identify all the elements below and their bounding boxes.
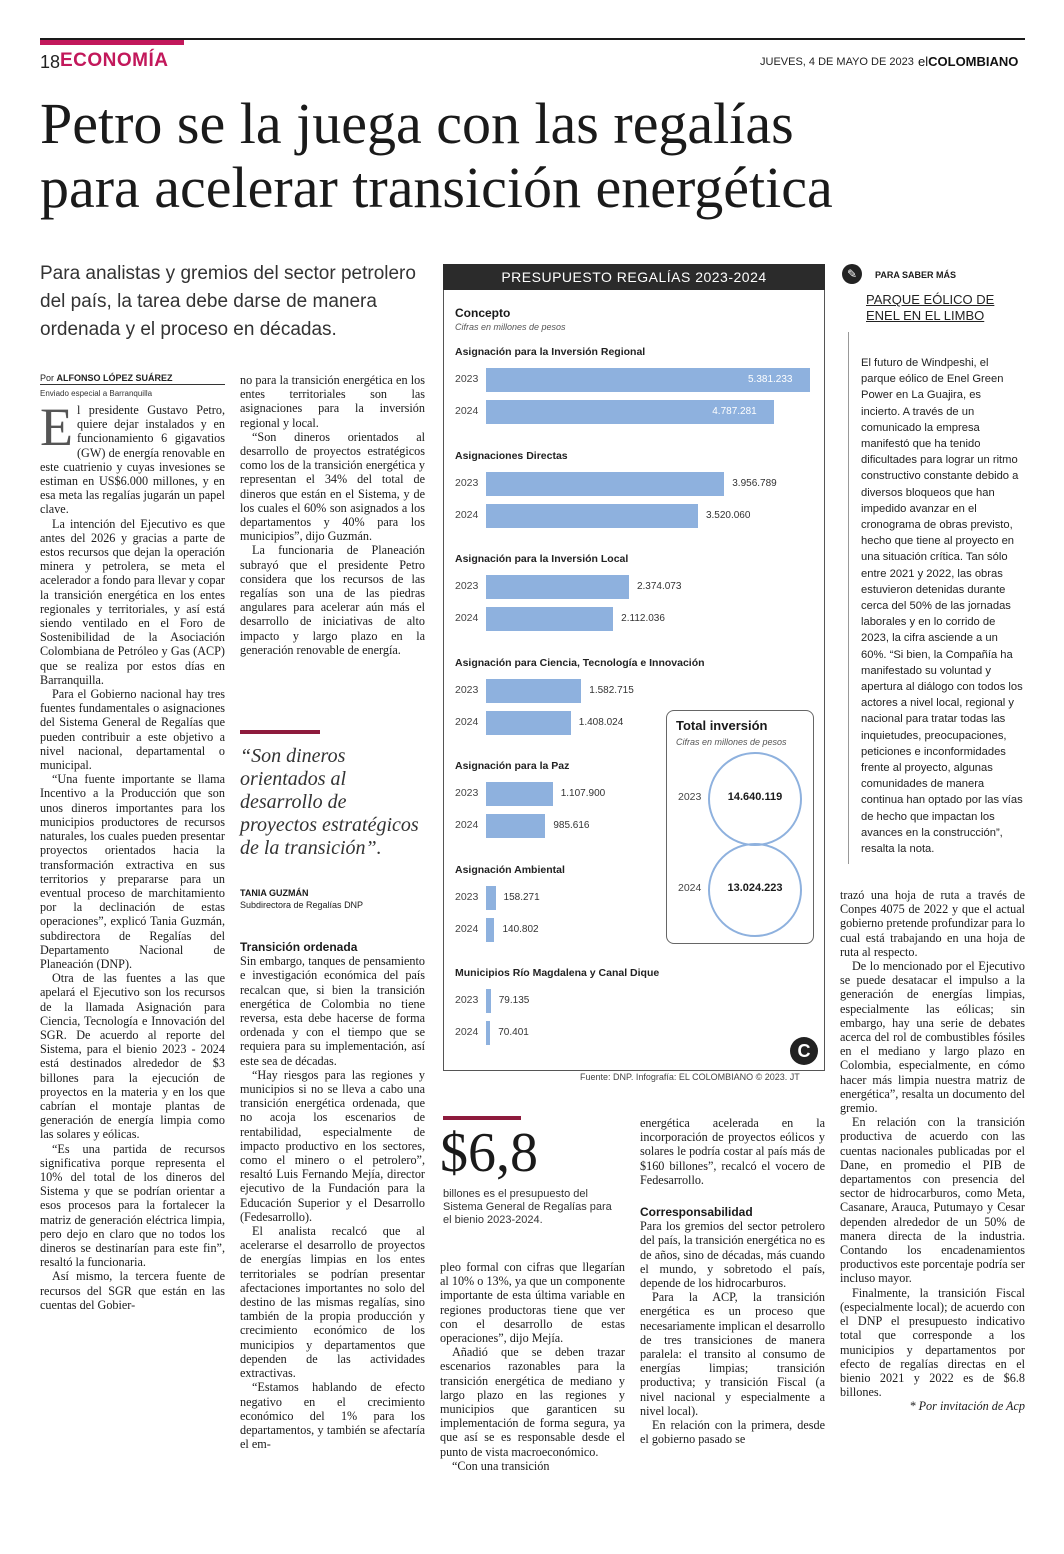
paragraph: La intención del Ejecutivo es que antes del 2026 y gracias a parte de estos recursos que dejan la operación minera y petrolera, se meta el acelerador a fondo para llevar y copar la transición energética en los entes regionales y territoriales, y así está siendo ventilado en el Foro de Sostenibilidad de la Asociación Colombiana de Petróleo y Gas (ACP) que se realiza por estos días en Barranquilla. xyxy=(40,516,225,687)
colombiano-logo-icon: C xyxy=(790,1037,818,1065)
paragraph: “Con una transición xyxy=(452,1458,550,1473)
byline-author: ALFONSO LÓPEZ SUÁREZ xyxy=(56,373,173,383)
bar-year-label: 2023 xyxy=(455,683,479,696)
paragraph: Añadió que se deben trazar escenarios razonables para la transición energética de mediano y largo plazo en las regiones y municipios que garanticen su implementación de forma segura, ya que así se es responsable desde el punto de vista macroeconómico. xyxy=(440,1345,625,1459)
sidebar-title: PARQUE EÓLICO DE ENEL EN EL LIMBO xyxy=(866,292,995,323)
deck: Para analistas y gremios del sector petrolero del país, la tarea debe darse de manera ordenada y el proceso en décadas. xyxy=(40,263,416,340)
pull-quote-name: TANIA GUZMÁN xyxy=(240,888,309,898)
pull-quote-bar xyxy=(240,730,320,734)
category-label: Asignación para la Paz xyxy=(455,760,570,772)
bar-value-label: 3.956.789 xyxy=(732,477,777,489)
bar-year-label: 2024 xyxy=(455,612,479,624)
bar-year-label: 2024 xyxy=(455,1026,479,1038)
bar xyxy=(486,886,496,910)
dateline: JUEVES, 4 DE MAYO DE 2023 xyxy=(760,56,914,68)
column-5 xyxy=(840,888,1025,1414)
total-value-2023: 14.640.119 xyxy=(727,791,783,803)
bar-year-label: 2024 xyxy=(455,922,479,935)
sidebar-rule xyxy=(848,332,849,864)
byline: Por ALFONSO LÓPEZ SUÁREZ xyxy=(40,373,173,383)
bar-value-label: 2.112.036 xyxy=(621,613,665,624)
paragraph: “Son dineros orientados al desarrollo de proyectos estratégicos como los de la transición energética y representan el 34% del total de dineros que están en el Sistema, y de los cuales el 60% son asignados a los departamentos y 40% para los municipios”, dijo Guzmán. xyxy=(240,429,425,544)
signature: * Por invitación de Acp xyxy=(909,1399,1025,1414)
bar-value-label: 158.271 xyxy=(503,891,540,903)
total-year-2024: 2024 xyxy=(678,882,702,894)
category-label: Asignación para la Inversión Local xyxy=(455,553,629,565)
category-label: Asignaciones Directas xyxy=(455,449,568,462)
sidebar-body: El futuro de Windpeshi, el parque eólico de Enel Green Power en La Guajira, es incierto. A través de un comunicado la empresa manifestó que ha tenido dificultades para lograr un ritmo constructivo constante debido a diversos bloqueos que han impedido avanzar en el cronograma de obras previsto, hecho que tiene al proyecto en una situación crítica. Tan sólo entre 2021 y 2022, las obras estuvieron detenidas durante cerca del 50% de las jornadas laborales y en lo corrido de 2023, la cifra asciende a un 60%. “Si bien, la Compañía ha manifestado su voluntad y apertura al diálogo con todos los actores a nivel local, regional y nacional para tratar todas las inquietudes, preocupaciones, peticiones e inconformidades frente al proyecto, algunas comunidades de manera continua han optado por las vías de hecho que impactan los avances en la construcción”, resalta la nota. xyxy=(861,357,1023,856)
paragraph: pleo formal con cifras que llegarían al 10% o 13%, ya que un componente importante de esta última variable en regiones productoras tiene que ver con el desarrollo de estas operaciones”, dijo Mejía. xyxy=(440,1260,625,1346)
dropcap: E xyxy=(40,397,73,457)
total-title: Total inversión xyxy=(676,718,768,733)
bar-value-label: 140.802 xyxy=(502,923,539,935)
column-4 xyxy=(640,1116,825,1446)
bar-year-label: 2024 xyxy=(455,508,479,521)
byline-rule xyxy=(40,384,225,385)
paragraph: Finalmente, la transición Fiscal (especialmente local); de acuerdo con el DNP el presupuesto indicativo total que corresponde a los municipios y departamentos por efecto de regalías directas en el bienio 2021 y 2022 es de $6.8 billones. xyxy=(840,1285,1025,1400)
sidebar-label: PARA SABER MÁS xyxy=(875,270,957,280)
brand-logo: elCOLOMBIANO xyxy=(918,54,1019,69)
bar-value-label: 4.787.281 xyxy=(712,406,757,417)
pull-quote-role: Subdirectora de Regalías DNP xyxy=(240,900,364,910)
bar xyxy=(486,575,629,599)
column-3 xyxy=(440,1260,625,1473)
bar xyxy=(486,918,494,942)
concept-label: Concepto xyxy=(455,306,511,320)
paragraph: Para los gremios del sector petrolero del país, la transición energética no es de años, sino de décadas, más cuando el mundo, y sobretodo el país, depende de los hidrocarburos. xyxy=(640,1219,825,1291)
paragraph: no para la transición energética en los entes territoriales son las asignaciones para la inversión regional y local. xyxy=(240,373,425,430)
page-number: 18 xyxy=(40,52,61,72)
top-rule xyxy=(40,38,1025,40)
section-accent-bar xyxy=(40,40,184,45)
bar-value-label: 79.135 xyxy=(498,995,530,1006)
bar-year-label: 2023 xyxy=(455,787,479,799)
paragraph: energética acelerada en la incorporación de proyectos eólicos y solares le podría costar al país más de $160 billones”, recalcó el vocero de Fedesarrollo. xyxy=(640,1116,825,1187)
paragraph: “Una fuente importante se llama Incentivo a la Producción que son unos dineros importantes para los municipios productores de recursos naturales, los cuales pueden presentar proyectos orientados hacia la transformación extractiva en sus territorios y prepararse para un eventual proceso de marchitamiento por la declinación de estas operaciones”, explicó Tania Guzmán, subdirectora de Regalías del Departamento Nacional de Planeación (DNP). xyxy=(40,772,225,971)
total-units: Cifras en millones de pesos xyxy=(676,737,787,747)
bar-year-label: 2023 xyxy=(455,476,479,489)
infographic-title: PRESUPUESTO REGALÍAS 2023-2024 xyxy=(443,264,825,290)
paragraph: El presidente Gustavo Petro, quiere dejar instalados y en funcionamiento 6 gigavatios (GW) de energía renovable en este cuatrienio y cuyas invesiones se estiman en US$6.000 millones, y en esa meta las regalías jugarán un papel clave. xyxy=(40,397,225,517)
byline-role: Enviado especial a Barranquilla xyxy=(40,389,153,398)
column-2-bottom xyxy=(240,936,425,1451)
paragraph: “Es una partida de recursos significativa porque representa el 10% del total de los dineros del Sistema y que se podrían orientar a esos procesos para la fortalecer la matriz de generación eléctrica limpia, pero dejo en claro que no todos los dineros se destinarían para este fin”, resaltó la funcionaria. xyxy=(40,1141,225,1270)
bar xyxy=(486,679,581,703)
section-name: ECONOMÍA xyxy=(60,50,169,71)
subhead-corresponsabilidad: Corresponsabilidad xyxy=(640,1205,753,1220)
bar-value-label: 2.374.073 xyxy=(636,581,682,592)
bar xyxy=(486,711,571,735)
headline-line-2: para acelerar transición energética xyxy=(40,155,833,220)
subhead-transicion-ordenada: Transición ordenada xyxy=(240,940,358,954)
bar-value-label: 3.520.060 xyxy=(705,509,751,521)
bar-value-label: 1.408.024 xyxy=(578,716,624,728)
headline xyxy=(40,92,1040,220)
bar-year-label: 2023 xyxy=(455,373,479,385)
bar-value-label: 1.582.715 xyxy=(589,684,634,696)
paragraph: trazó una hoja de ruta a través de Conpes 4075 de 2022 y que el actual gobierno pretende profundizar para lo cual está trabajando en una hoja de ruta al respecto. xyxy=(840,888,1025,959)
infographic-source: Fuente: DNP. Infografía: EL COLOMBIANO © 2023. JT xyxy=(580,1072,800,1082)
bar-year-label: 2024 xyxy=(455,819,479,831)
bar xyxy=(486,782,553,806)
bar-value-label: 985.616 xyxy=(553,820,590,831)
bar-year-label: 2023 xyxy=(455,890,479,903)
bar-year-label: 2023 xyxy=(455,994,479,1006)
bar xyxy=(486,989,491,1013)
paragraph: Para la ACP, la transición energética es un proceso que necesariamente implican el desarrollo de tres transiciones de manera paralela: el transito al consumo de energías limpias; transición productiva; y transición Fiscal (a nivel nacional y especialmente a nivel local). xyxy=(640,1290,825,1418)
pull-quote: “Son dineros orientados al desarrollo de proyectos estratégicos de la transición”. xyxy=(240,745,419,859)
paragraph: “Estamos hablando de efecto negativo en el crecimiento económico del 1% para los departamentos, y también se afectaría el em- xyxy=(240,1380,425,1452)
category-label: Asignación Ambiental xyxy=(455,863,565,876)
paragraph: En relación con la transición productiva de acuerdo con las cuentas nacionales publicadas por el Dane, en promedio el PIB de departamentos con presencia del sector de hidrocarburos, como Meta, Casanare, Arauca, Putumayo y Cesar dependen alrededor de un 50% de manera directa de la industria. Contando los encadenamientos productivos este porcentaje podría ser incluso mayor. xyxy=(840,1115,1025,1286)
category-label: Asignación para la Inversión Regional xyxy=(455,346,646,358)
paragraph: La funcionaria de Planeación subrayó que el presidente Petro considera que los recursos de las regalías son una de las piedras angulares para acelerar aún más el desarrollo de iniciativas de alto impacto y largo plazo en la generación renovable de energía. xyxy=(240,543,425,657)
paragraph: El analista recalcó que al acelerarse el desarrollo de proyectos de energías limpias en los entes territoriales se podrían presentar afectaciones importantes no solo del destino de las mismas regalías, sino también de la propia producción y crecimiento económico de los municipios y departamentos que dependen de las actividades extractivas. xyxy=(240,1224,425,1381)
paragraph: Así mismo, la tercera fuente de recursos del SGR que están en las cuentas del Gobier- xyxy=(40,1269,225,1312)
bar-year-label: 2023 xyxy=(455,580,479,592)
total-year-2023: 2023 xyxy=(678,791,702,803)
paragraph: De lo mencionado por el Ejecutivo se puede desatacar el impulso a la generación de energías limpias, especialmente las eólicas; sin embargo, hay una serie de debates acerca del rol de combustibles fósiles en el mediano y largo plazo en Colombia, especialmente, en cómo hacer más limpia nuestra matriz de energética”, resalta un documento del gremio. xyxy=(840,959,1025,1116)
bar-year-label: 2024 xyxy=(455,715,479,728)
paragraph: Sin embargo, tanques de pensamiento e investigación económica del país recalcan que, si bien la transición energética de Colombia no tiene reversa, esta debe hacerse de forma ordenada y con el tiempo que se requiera para su implementación, así este sea de décadas. xyxy=(240,954,425,1068)
concept-units: Cifras en millones de pesos xyxy=(455,322,566,332)
bar xyxy=(486,472,724,496)
headline-line-1: Petro se la juega con las regalías xyxy=(40,91,794,156)
bar xyxy=(486,607,613,631)
bar xyxy=(486,1021,490,1045)
bar-value-label: 1.107.900 xyxy=(560,788,606,799)
big-number-caption: billones es el presupuesto del Sistema General de Regalías para el bienio 2023-2024. xyxy=(443,1188,612,1226)
big-number: $6,8 xyxy=(440,1122,538,1184)
bar xyxy=(486,814,545,838)
pin-icon: ✎ xyxy=(842,264,862,284)
bar-year-label: 2024 xyxy=(455,405,479,417)
bar-value-label: 5.381.233 xyxy=(748,374,793,385)
paragraph: En relación con la primera, desde el gobierno pasado se xyxy=(640,1418,825,1447)
total-value-2024: 13.024.223 xyxy=(727,882,783,894)
bar-value-label: 70.401 xyxy=(498,1027,529,1038)
column-1 xyxy=(40,397,225,1312)
paragraph: Para el Gobierno nacional hay tres fuentes fundamentales o asignaciones del Sistema General de Regalías que pueden contribuir a este objetivo a nivel nacional, departamental o municipal. xyxy=(40,687,225,773)
category-label: Asignación para Ciencia, Tecnología e Innovación xyxy=(455,656,705,669)
category-label: Municipios Río Magdalena y Canal Dique xyxy=(455,967,660,979)
column-2-top xyxy=(240,373,425,657)
bar xyxy=(486,504,698,528)
paragraph: Otra de las fuentes a las que apelará el Ejecutivo son los recursos de la llamada Asignación para Ciencia, Tecnología e Innovación del SGR. De acuerdo al reporte del Sistema, para el bienio 2023 - 2024 está destinados alrededor de $3 billones para la ejecución de proyectos en la materia y en los que cabrían el montaje plantas de generación de energía limpia como las solares y eólicas. xyxy=(40,971,225,1142)
paragraph: “Hay riesgos para las regiones y municipios si no se lleva a cabo una transición energética ordenada, que no acoja los escenarios de rentabilidad, especialmente de impacto productivo en los sectores, como el minero o el petrolero”, resaltó Luis Fernando Mejía, director ejecutivo de la Fundación para la Educación Superior y el Desarrollo (Fedesarrollo). xyxy=(240,1067,425,1224)
